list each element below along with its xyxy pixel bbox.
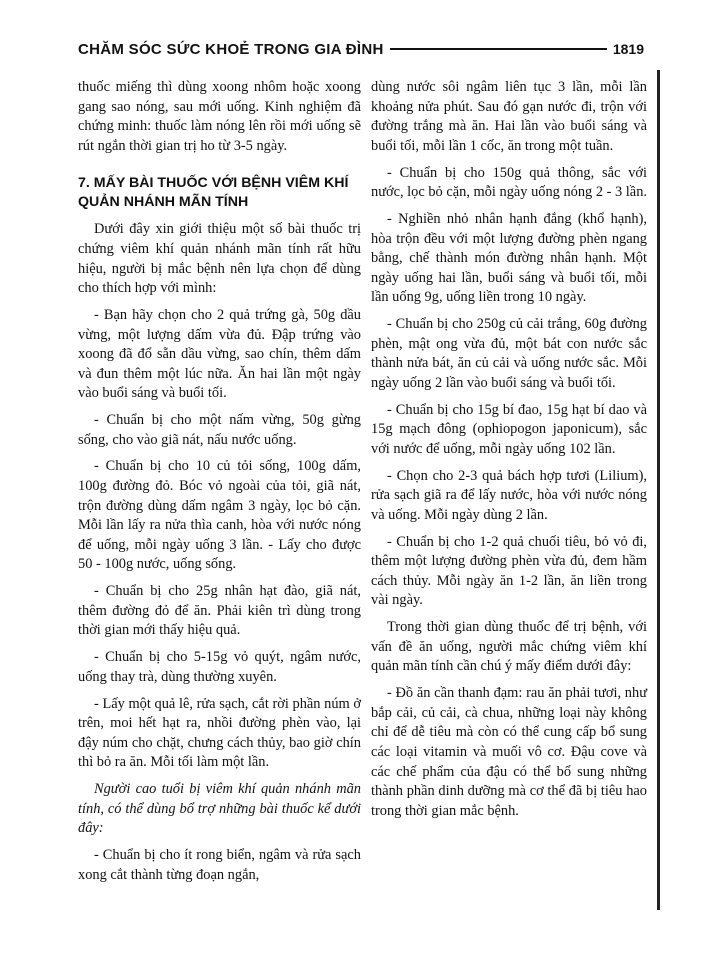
paragraph: - Chuẩn bị cho một nấm vừng, 50g gừng sống, cho vào giã nát, nấu nước uống. [78, 412, 361, 448]
paragraph: - Chuẩn bị cho 25g nhân hạt đào, giã nát, thêm đường đỏ để ăn. Phải kiên trì dùng trong thời gian mới thấy hiệu quả. [78, 583, 361, 639]
page-edge-shadow [657, 70, 660, 910]
running-title: CHĂM SÓC SỨC KHOẺ TRONG GIA ĐÌNH [78, 40, 384, 58]
paragraph: - Chọn cho 2-3 quả bách hợp tươi (Lilium), rửa sạch giã ra để lấy nước, hòa với nước nóng và uống. Mỗi ngày dùng 2 lần. [371, 467, 647, 523]
page-header [78, 38, 644, 60]
header-rule [390, 48, 607, 50]
paragraph: dùng nước sôi ngâm liên tục 3 lần, mỗi lần khoảng nửa phút. Sau đó gạn nước đi, trộn với đường trắng mà ăn. Hai lần vào buổi sáng và buổi tối, mỗi lần 1 cốc, ăn trong một tuần. [371, 79, 647, 154]
left-column [78, 78, 361, 892]
section-heading: 7. MẤY BÀI THUỐC VỚI BỆNH VIÊM KHÍ QUẢN NHÁNH MÃN TÍNH [78, 175, 349, 211]
paragraph: - Đồ ăn cần thanh đạm: rau ăn phải tươi, như bắp cải, củ cải, cà chua, những loại này không chỉ để dễ tiêu mà còn có thể cung cấp bổ sung các loại vitamin và muối vô cơ. Đậu cove và các chế phẩm của đậu có thể bổ sung những thành phần dinh dưỡng mà cơ thể đã bị tiêu hao trong thời gian mắc bệnh. [371, 685, 647, 819]
paragraph: - Chuẩn bị cho 15g bí đao, 15g hạt bí dao và 15g mạch đông (ophiopogon japonicum), sắc với nước để uống, mỗi ngày uống 102 lần. [371, 401, 647, 457]
paragraph: - Bạn hãy chọn cho 2 quả trứng gà, 50g dầu vừng, một lượng dấm vừa đủ. Đập trứng vào xoong đã đổ sẵn dầu vừng, sao chín, thêm dấm và đun thêm một lúc nữa. Ăn hai lần một ngày vào buổi sáng và buổi tối. [78, 306, 361, 402]
italic-paragraph: Người cao tuổi bị viêm khí quản nhánh mãn tính, có thể dùng bổ trợ những bài thuốc kể dưới đây: [78, 781, 361, 837]
right-column [371, 78, 647, 828]
paragraph: - Chuẩn bị cho 5-15g vỏ quýt, ngâm nước, uống thay trà, dùng thường xuyên. [78, 649, 361, 685]
paragraph: - Chuẩn bị cho 10 củ tỏi sống, 100g dấm, 100g đường đỏ. Bóc vỏ ngoài của tỏi, giã nát, trộn đường dùng dấm ngâm 3 ngày, lọc bỏ cặn. Mỗi lần lấy ra nửa thìa canh, hòa với nước nóng để uống, mỗi ngày uống 3 lần. - Lấy cho được 50 - 100g nước, uống sống. [78, 458, 361, 573]
paragraph: - Chuẩn bị cho 150g quả thông, sắc với nước, lọc bỏ cặn, mỗi ngày uống nóng 2 - 3 lần. [371, 164, 647, 201]
paragraph: - Chuẩn bị cho 250g củ cải trắng, 60g đường phèn, mật ong vừa đủ, một bát con nước sắc thành nửa bát, ăn củ cải và uống nước sắc. Mỗi ngày uống 2 lần vào buổi sáng và buổi tối. [371, 316, 647, 391]
page-number: 1819 [612, 41, 644, 57]
paragraph: Dưới đây xin giới thiệu một số bài thuốc trị chứng viêm khí quản nhánh mãn tính rất hữu hiệu, người bị mắc bệnh nên lựa chọn để dùng cho thích hợp với mình: [78, 221, 361, 297]
paragraph: Trong thời gian dùng thuốc để trị bệnh, với vấn đề ăn uống, người mắc chứng viêm khí quản mãn tính cần chú ý mấy điểm dưới đây: [371, 619, 647, 675]
paragraph: - Lấy một quả lê, rửa sạch, cắt rời phần núm ở trên, moi hết hạt ra, nhồi đường phèn vào, lại đậy núm cho chặt, chưng cách thủy, bao giờ chín thì bỏ ra ăn. Mỗi tối làm một lần. [78, 695, 361, 771]
paragraph: - Chuẩn bị cho 1-2 quả chuối tiêu, bỏ vỏ đi, thêm một lượng đường phèn vừa đủ, đem hầm cách thủy. Mỗi ngày ăn 1-2 lần, ăn liền trong vài ngày. [371, 533, 647, 609]
paragraph: - Chuẩn bị cho ít rong biển, ngâm và rửa sạch xong cắt thành từng đoạn ngắn, [78, 847, 361, 883]
paragraph: - Nghiền nhỏ nhân hạnh đắng (khổ hạnh), hòa trộn đều với một lượng đường phèn ngang bằng, chế thành món đường nhân hạnh. Một ngày uống hai lần, buổi sáng và buổi tối, mỗi lần uống 9g, uống liền trong 10 ngày. [371, 210, 647, 306]
paragraph: thuốc miếng thì dùng xoong nhôm hoặc xoong gang sao nóng, sau mới uống. Kinh nghiệm đã chứng minh: thuốc làm nóng lên rồi mới uống sẽ rút ngắn thời gian trị ho từ 3-5 ngày. [78, 79, 361, 154]
